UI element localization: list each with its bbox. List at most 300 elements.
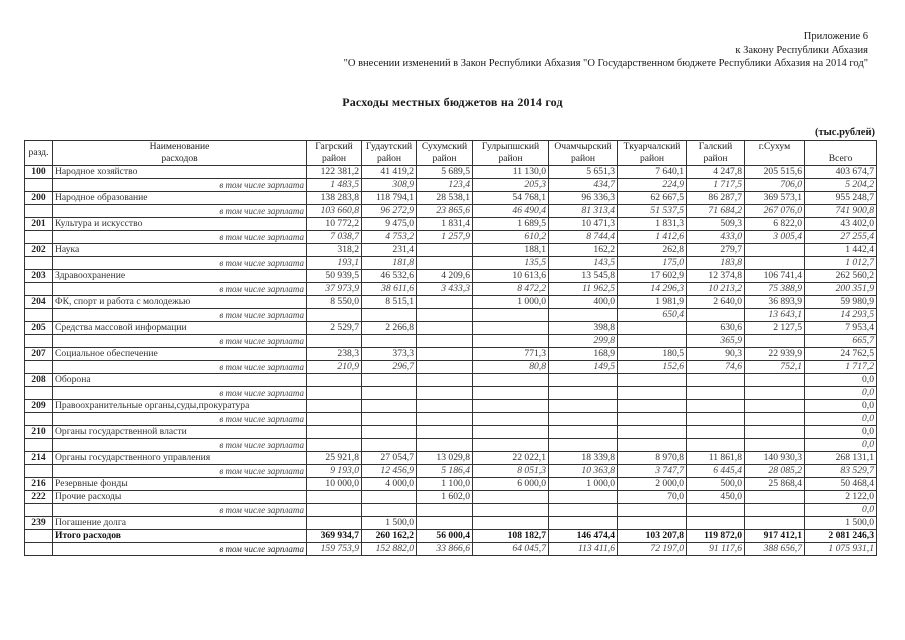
district-value xyxy=(745,374,805,387)
district-value: 10 000,0 xyxy=(307,478,362,491)
district-value: 168,9 xyxy=(549,348,618,361)
expense-name: Погашение долга xyxy=(53,517,307,530)
table-row xyxy=(25,270,877,283)
district-salary-value xyxy=(618,387,687,400)
district-salary-value xyxy=(618,335,687,348)
district-value xyxy=(687,400,745,413)
district-value: 17 602,9 xyxy=(618,270,687,283)
district-value: 369 573,1 xyxy=(745,192,805,205)
section-code: 207 xyxy=(25,348,53,361)
district-value xyxy=(307,426,362,439)
district-salary-value: 267 076,0 xyxy=(745,205,805,218)
district-value xyxy=(307,400,362,413)
district-salary-value xyxy=(745,257,805,270)
district-salary-value xyxy=(417,309,473,322)
district-value: 7 640,1 xyxy=(618,166,687,179)
district-salary-value xyxy=(362,335,417,348)
district-salary-value xyxy=(473,439,549,452)
salary-row xyxy=(25,231,877,244)
grand-total-value: 56 000,4 xyxy=(417,530,473,543)
district-salary-value: 10 213,2 xyxy=(687,283,745,296)
district-salary-value xyxy=(473,413,549,426)
district-value: 18 339,8 xyxy=(549,452,618,465)
district-salary-value: 610,2 xyxy=(473,231,549,244)
district-value: 1 000,0 xyxy=(549,478,618,491)
section-code-empty xyxy=(25,387,53,400)
district-value: 162,2 xyxy=(549,244,618,257)
district-value xyxy=(618,400,687,413)
district-value: 1 831,3 xyxy=(618,218,687,231)
total-salary-value: 0,0 xyxy=(805,439,877,452)
district-salary-value xyxy=(473,387,549,400)
district-value xyxy=(362,491,417,504)
district-value xyxy=(549,517,618,530)
district-value xyxy=(745,426,805,439)
district-value: 46 532,6 xyxy=(362,270,417,283)
district-salary-value: 296,7 xyxy=(362,361,417,374)
salary-label: в том числе зарплата xyxy=(53,205,307,218)
district-value: 2 000,0 xyxy=(618,478,687,491)
district-value: 13 545,8 xyxy=(549,270,618,283)
district-value: 1 000,0 xyxy=(473,296,549,309)
district-value: 2 529,7 xyxy=(307,322,362,335)
total-salary-value: 14 293,5 xyxy=(805,309,877,322)
salary-row xyxy=(25,283,877,296)
col-header-district-2: район xyxy=(362,153,417,166)
district-salary-value xyxy=(362,387,417,400)
section-code: 201 xyxy=(25,218,53,231)
expense-name: Резервные фонды xyxy=(53,478,307,491)
district-salary-value xyxy=(473,335,549,348)
district-salary-value xyxy=(307,439,362,452)
section-code: 210 xyxy=(25,426,53,439)
total-value: 0,0 xyxy=(805,400,877,413)
district-value: 373,3 xyxy=(362,348,417,361)
district-value xyxy=(687,517,745,530)
district-value: 41 419,2 xyxy=(362,166,417,179)
district-value: 106 741,4 xyxy=(745,270,805,283)
district-value: 630,6 xyxy=(687,322,745,335)
district-salary-value: 1 717,5 xyxy=(687,179,745,192)
district-salary-value xyxy=(687,413,745,426)
table-row xyxy=(25,491,877,504)
district-value: 1 831,4 xyxy=(417,218,473,231)
district-value: 1 602,0 xyxy=(417,491,473,504)
district-salary-value xyxy=(687,504,745,517)
grand-total-value: 260 162,2 xyxy=(362,530,417,543)
district-salary-value: 135,5 xyxy=(473,257,549,270)
district-value xyxy=(307,517,362,530)
district-value xyxy=(549,400,618,413)
expense-name: Органы государственного управления xyxy=(53,452,307,465)
district-value xyxy=(473,322,549,335)
district-salary-value: 299,8 xyxy=(549,335,618,348)
salary-label: в том числе зарплата xyxy=(53,257,307,270)
table-row xyxy=(25,348,877,361)
district-value: 27 054,7 xyxy=(362,452,417,465)
total-value: 0,0 xyxy=(805,374,877,387)
district-salary-value: 123,4 xyxy=(417,179,473,192)
col-header-district: Ткуарчалский xyxy=(618,141,687,154)
district-salary-value xyxy=(307,504,362,517)
district-value: 122 381,2 xyxy=(307,166,362,179)
district-salary-value: 1 483,5 xyxy=(307,179,362,192)
district-salary-value xyxy=(687,309,745,322)
col-header-district-2 xyxy=(745,153,805,166)
district-value: 231,4 xyxy=(362,244,417,257)
district-salary-value xyxy=(549,439,618,452)
section-code-empty xyxy=(25,530,53,543)
district-value: 262,8 xyxy=(618,244,687,257)
district-salary-value: 1 412,6 xyxy=(618,231,687,244)
expense-name: Культура и искусство xyxy=(53,218,307,231)
district-salary-value: 3 747,7 xyxy=(618,465,687,478)
district-value: 2 640,0 xyxy=(687,296,745,309)
salary-label: в том числе зарплата xyxy=(53,439,307,452)
district-salary-value: 46 490,4 xyxy=(473,205,549,218)
total-value: 50 468,4 xyxy=(805,478,877,491)
expense-name: Прочие расходы xyxy=(53,491,307,504)
grand-total-salary-value: 1 075 931,1 xyxy=(805,543,877,556)
table-row xyxy=(25,192,877,205)
district-salary-value: 11 962,5 xyxy=(549,283,618,296)
col-header-district-2: район xyxy=(687,153,745,166)
district-value: 10 613,6 xyxy=(473,270,549,283)
district-value: 8 550,0 xyxy=(307,296,362,309)
district-salary-value: 3 005,4 xyxy=(745,231,805,244)
total-value: 24 762,5 xyxy=(805,348,877,361)
district-value xyxy=(745,491,805,504)
col-header-district: Гулрыпшский xyxy=(473,141,549,154)
district-value: 50 939,5 xyxy=(307,270,362,283)
district-value xyxy=(362,374,417,387)
total-value: 262 560,2 xyxy=(805,270,877,283)
total-salary-value: 1 717,2 xyxy=(805,361,877,374)
section-code-empty xyxy=(25,543,53,556)
grand-total-salary-value: 33 866,6 xyxy=(417,543,473,556)
section-code: 208 xyxy=(25,374,53,387)
expense-name: ФК, спорт и работа с молодежью xyxy=(53,296,307,309)
district-salary-value: 183,8 xyxy=(687,257,745,270)
district-salary-value xyxy=(687,387,745,400)
total-value: 2 122,0 xyxy=(805,491,877,504)
budget-table-body xyxy=(25,166,877,556)
section-code-empty xyxy=(25,465,53,478)
district-salary-value xyxy=(362,504,417,517)
district-value: 1 981,9 xyxy=(618,296,687,309)
district-salary-value: 8 472,2 xyxy=(473,283,549,296)
district-value: 25 921,8 xyxy=(307,452,362,465)
district-value: 8 970,8 xyxy=(618,452,687,465)
district-value xyxy=(417,244,473,257)
district-salary-value xyxy=(745,335,805,348)
district-salary-value xyxy=(307,387,362,400)
expense-name: Правоохранительные органы,суды,прокуратура xyxy=(53,400,307,413)
section-code-empty xyxy=(25,504,53,517)
district-value xyxy=(618,517,687,530)
district-salary-value: 3 433,3 xyxy=(417,283,473,296)
total-salary-value: 0,0 xyxy=(805,504,877,517)
district-value xyxy=(362,400,417,413)
district-value: 12 374,8 xyxy=(687,270,745,283)
section-code-empty xyxy=(25,231,53,244)
total-salary-value: 27 255,4 xyxy=(805,231,877,244)
district-value xyxy=(307,491,362,504)
district-salary-value xyxy=(549,413,618,426)
district-salary-value: 205,3 xyxy=(473,179,549,192)
grand-total-value: 146 474,4 xyxy=(549,530,618,543)
total-value: 59 980,9 xyxy=(805,296,877,309)
district-value xyxy=(549,426,618,439)
law-reference: к Закону Республики Абхазия xyxy=(735,44,868,56)
section-code: 239 xyxy=(25,517,53,530)
grand-total-value: 369 934,7 xyxy=(307,530,362,543)
district-value: 4 247,8 xyxy=(687,166,745,179)
district-value: 140 930,3 xyxy=(745,452,805,465)
expense-name: Народное хозяйство xyxy=(53,166,307,179)
district-salary-value: 14 296,3 xyxy=(618,283,687,296)
district-salary-value: 149,5 xyxy=(549,361,618,374)
total-value: 43 402,0 xyxy=(805,218,877,231)
salary-label: в том числе зарплата xyxy=(53,465,307,478)
total-value: 7 953,4 xyxy=(805,322,877,335)
section-code: 222 xyxy=(25,491,53,504)
district-value xyxy=(618,322,687,335)
district-value xyxy=(618,374,687,387)
district-value: 28 538,1 xyxy=(417,192,473,205)
col-header-district: Очамчырский xyxy=(549,141,618,154)
salary-row xyxy=(25,335,877,348)
expense-name: Наука xyxy=(53,244,307,257)
district-salary-value xyxy=(473,504,549,517)
district-value: 188,1 xyxy=(473,244,549,257)
total-salary-value: 83 529,7 xyxy=(805,465,877,478)
col-header-district-2: район xyxy=(473,153,549,166)
district-salary-value: 80,8 xyxy=(473,361,549,374)
district-value xyxy=(473,426,549,439)
district-value xyxy=(417,322,473,335)
grand-total-value: 2 081 246,3 xyxy=(805,530,877,543)
grand-total-value: 917 412,1 xyxy=(745,530,805,543)
grand-total-salary-value: 64 045,7 xyxy=(473,543,549,556)
total-salary-value: 665,7 xyxy=(805,335,877,348)
district-value: 318,2 xyxy=(307,244,362,257)
district-salary-value: 308,9 xyxy=(362,179,417,192)
total-value: 1 442,4 xyxy=(805,244,877,257)
col-header-district-2: район xyxy=(417,153,473,166)
page-title: Расходы местных бюджетов на 2014 год xyxy=(342,95,563,109)
district-salary-value: 152,6 xyxy=(618,361,687,374)
grand-total-salary-value: 388 656,7 xyxy=(745,543,805,556)
district-salary-value: 6 445,4 xyxy=(687,465,745,478)
total-value: 403 674,7 xyxy=(805,166,877,179)
col-header-name: Наименование xyxy=(53,141,307,154)
district-value: 118 794,1 xyxy=(362,192,417,205)
district-salary-value xyxy=(307,413,362,426)
appendix-number: Приложение 6 xyxy=(803,31,868,42)
district-value: 22 022,1 xyxy=(473,452,549,465)
col-header-district: Гагрский xyxy=(307,141,362,154)
total-salary-value: 741 900,8 xyxy=(805,205,877,218)
district-value: 4 000,0 xyxy=(362,478,417,491)
district-value: 96 336,3 xyxy=(549,192,618,205)
table-row xyxy=(25,166,877,179)
district-value xyxy=(473,491,549,504)
salary-label: в том числе зарплата xyxy=(53,179,307,192)
salary-label: в том числе зарплата xyxy=(53,231,307,244)
expense-name: Народное образование xyxy=(53,192,307,205)
district-salary-value xyxy=(362,413,417,426)
district-value: 400,0 xyxy=(549,296,618,309)
district-value xyxy=(618,426,687,439)
header-row-1 xyxy=(25,141,877,154)
district-salary-value xyxy=(618,413,687,426)
table-row xyxy=(25,426,877,439)
district-salary-value xyxy=(362,309,417,322)
district-value: 4 209,6 xyxy=(417,270,473,283)
table-row xyxy=(25,478,877,491)
expense-name: Средства массовой информации xyxy=(53,322,307,335)
district-salary-value: 193,1 xyxy=(307,257,362,270)
district-salary-value xyxy=(745,387,805,400)
district-salary-value: 28 085,2 xyxy=(745,465,805,478)
section-code-empty xyxy=(25,283,53,296)
district-salary-value xyxy=(307,309,362,322)
district-salary-value xyxy=(473,309,549,322)
salary-row xyxy=(25,465,877,478)
district-value: 771,3 xyxy=(473,348,549,361)
col-header-code: разд. xyxy=(25,141,53,166)
district-value xyxy=(362,426,417,439)
total-salary-value: 200 351,9 xyxy=(805,283,877,296)
district-salary-value: 38 611,6 xyxy=(362,283,417,296)
district-value: 6 000,0 xyxy=(473,478,549,491)
expense-name: Социальное обеспечение xyxy=(53,348,307,361)
district-value: 13 029,8 xyxy=(417,452,473,465)
section-code: 209 xyxy=(25,400,53,413)
district-value xyxy=(473,517,549,530)
district-value: 6 822,0 xyxy=(745,218,805,231)
grand-total-salary-value: 152 882,0 xyxy=(362,543,417,556)
district-salary-value xyxy=(417,335,473,348)
total-value: 1 500,0 xyxy=(805,517,877,530)
district-value: 5 689,5 xyxy=(417,166,473,179)
district-salary-value: 9 193,0 xyxy=(307,465,362,478)
salary-label: в том числе зарплата xyxy=(53,543,307,556)
district-salary-value xyxy=(417,439,473,452)
grand-total-value: 103 207,8 xyxy=(618,530,687,543)
grand-total-salary-value: 72 197,0 xyxy=(618,543,687,556)
district-value: 1 500,0 xyxy=(362,517,417,530)
district-salary-value: 752,1 xyxy=(745,361,805,374)
district-salary-value xyxy=(417,361,473,374)
grand-total-label: Итого расходов xyxy=(53,530,307,543)
district-value: 10 772,2 xyxy=(307,218,362,231)
district-salary-value: 365,9 xyxy=(687,335,745,348)
expense-name: Здравоохранение xyxy=(53,270,307,283)
district-salary-value xyxy=(417,413,473,426)
units-label: (тыс.рублей) xyxy=(814,127,875,138)
grand-total-salary-row xyxy=(25,543,877,556)
section-code: 203 xyxy=(25,270,53,283)
total-salary-value: 1 012,7 xyxy=(805,257,877,270)
salary-label: в том числе зарплата xyxy=(53,283,307,296)
district-salary-value: 23 865,6 xyxy=(417,205,473,218)
table-row xyxy=(25,322,877,335)
section-code-empty xyxy=(25,205,53,218)
table-row xyxy=(25,218,877,231)
district-salary-value xyxy=(549,387,618,400)
col-header-district: Галский xyxy=(687,141,745,154)
section-code: 214 xyxy=(25,452,53,465)
district-value: 36 893,9 xyxy=(745,296,805,309)
salary-row xyxy=(25,439,877,452)
section-code-empty xyxy=(25,335,53,348)
table-row xyxy=(25,296,877,309)
district-salary-value: 81 313,4 xyxy=(549,205,618,218)
col-header-district-2: район xyxy=(549,153,618,166)
district-value xyxy=(417,296,473,309)
col-header-district: г.Сухум xyxy=(745,141,805,154)
district-salary-value: 8 744,4 xyxy=(549,231,618,244)
col-header-total: Всего xyxy=(805,141,877,166)
col-header-district: Гудаутский xyxy=(362,141,417,154)
district-value xyxy=(687,426,745,439)
section-code: 202 xyxy=(25,244,53,257)
grand-total-salary-value: 91 117,6 xyxy=(687,543,745,556)
district-salary-value xyxy=(362,439,417,452)
district-value: 10 471,3 xyxy=(549,218,618,231)
grand-total-salary-value: 113 411,6 xyxy=(549,543,618,556)
district-salary-value xyxy=(745,439,805,452)
district-value: 450,0 xyxy=(687,491,745,504)
salary-label: в том числе зарплата xyxy=(53,335,307,348)
district-salary-value: 210,9 xyxy=(307,361,362,374)
district-value: 138 283,8 xyxy=(307,192,362,205)
district-value: 279,7 xyxy=(687,244,745,257)
district-salary-value: 71 684,2 xyxy=(687,205,745,218)
district-value: 22 939,9 xyxy=(745,348,805,361)
district-salary-value xyxy=(307,335,362,348)
district-salary-value: 175,0 xyxy=(618,257,687,270)
district-value xyxy=(417,348,473,361)
district-salary-value: 706,0 xyxy=(745,179,805,192)
district-value xyxy=(473,400,549,413)
section-code-empty xyxy=(25,179,53,192)
salary-label: в том числе зарплата xyxy=(53,504,307,517)
district-value: 86 287,7 xyxy=(687,192,745,205)
district-salary-value: 75 388,9 xyxy=(745,283,805,296)
district-value: 509,3 xyxy=(687,218,745,231)
district-value: 1 689,5 xyxy=(473,218,549,231)
district-value: 1 100,0 xyxy=(417,478,473,491)
district-value: 205 515,6 xyxy=(745,166,805,179)
district-salary-value: 650,4 xyxy=(618,309,687,322)
district-salary-value: 5 186,4 xyxy=(417,465,473,478)
expense-name: Оборона xyxy=(53,374,307,387)
table-row xyxy=(25,452,877,465)
table-row xyxy=(25,244,877,257)
district-value: 62 667,5 xyxy=(618,192,687,205)
district-salary-value xyxy=(618,439,687,452)
district-value xyxy=(549,491,618,504)
document-header xyxy=(344,30,868,71)
district-value xyxy=(687,374,745,387)
district-value: 5 651,3 xyxy=(549,166,618,179)
district-salary-value xyxy=(745,504,805,517)
district-salary-value: 181,8 xyxy=(362,257,417,270)
section-code: 216 xyxy=(25,478,53,491)
